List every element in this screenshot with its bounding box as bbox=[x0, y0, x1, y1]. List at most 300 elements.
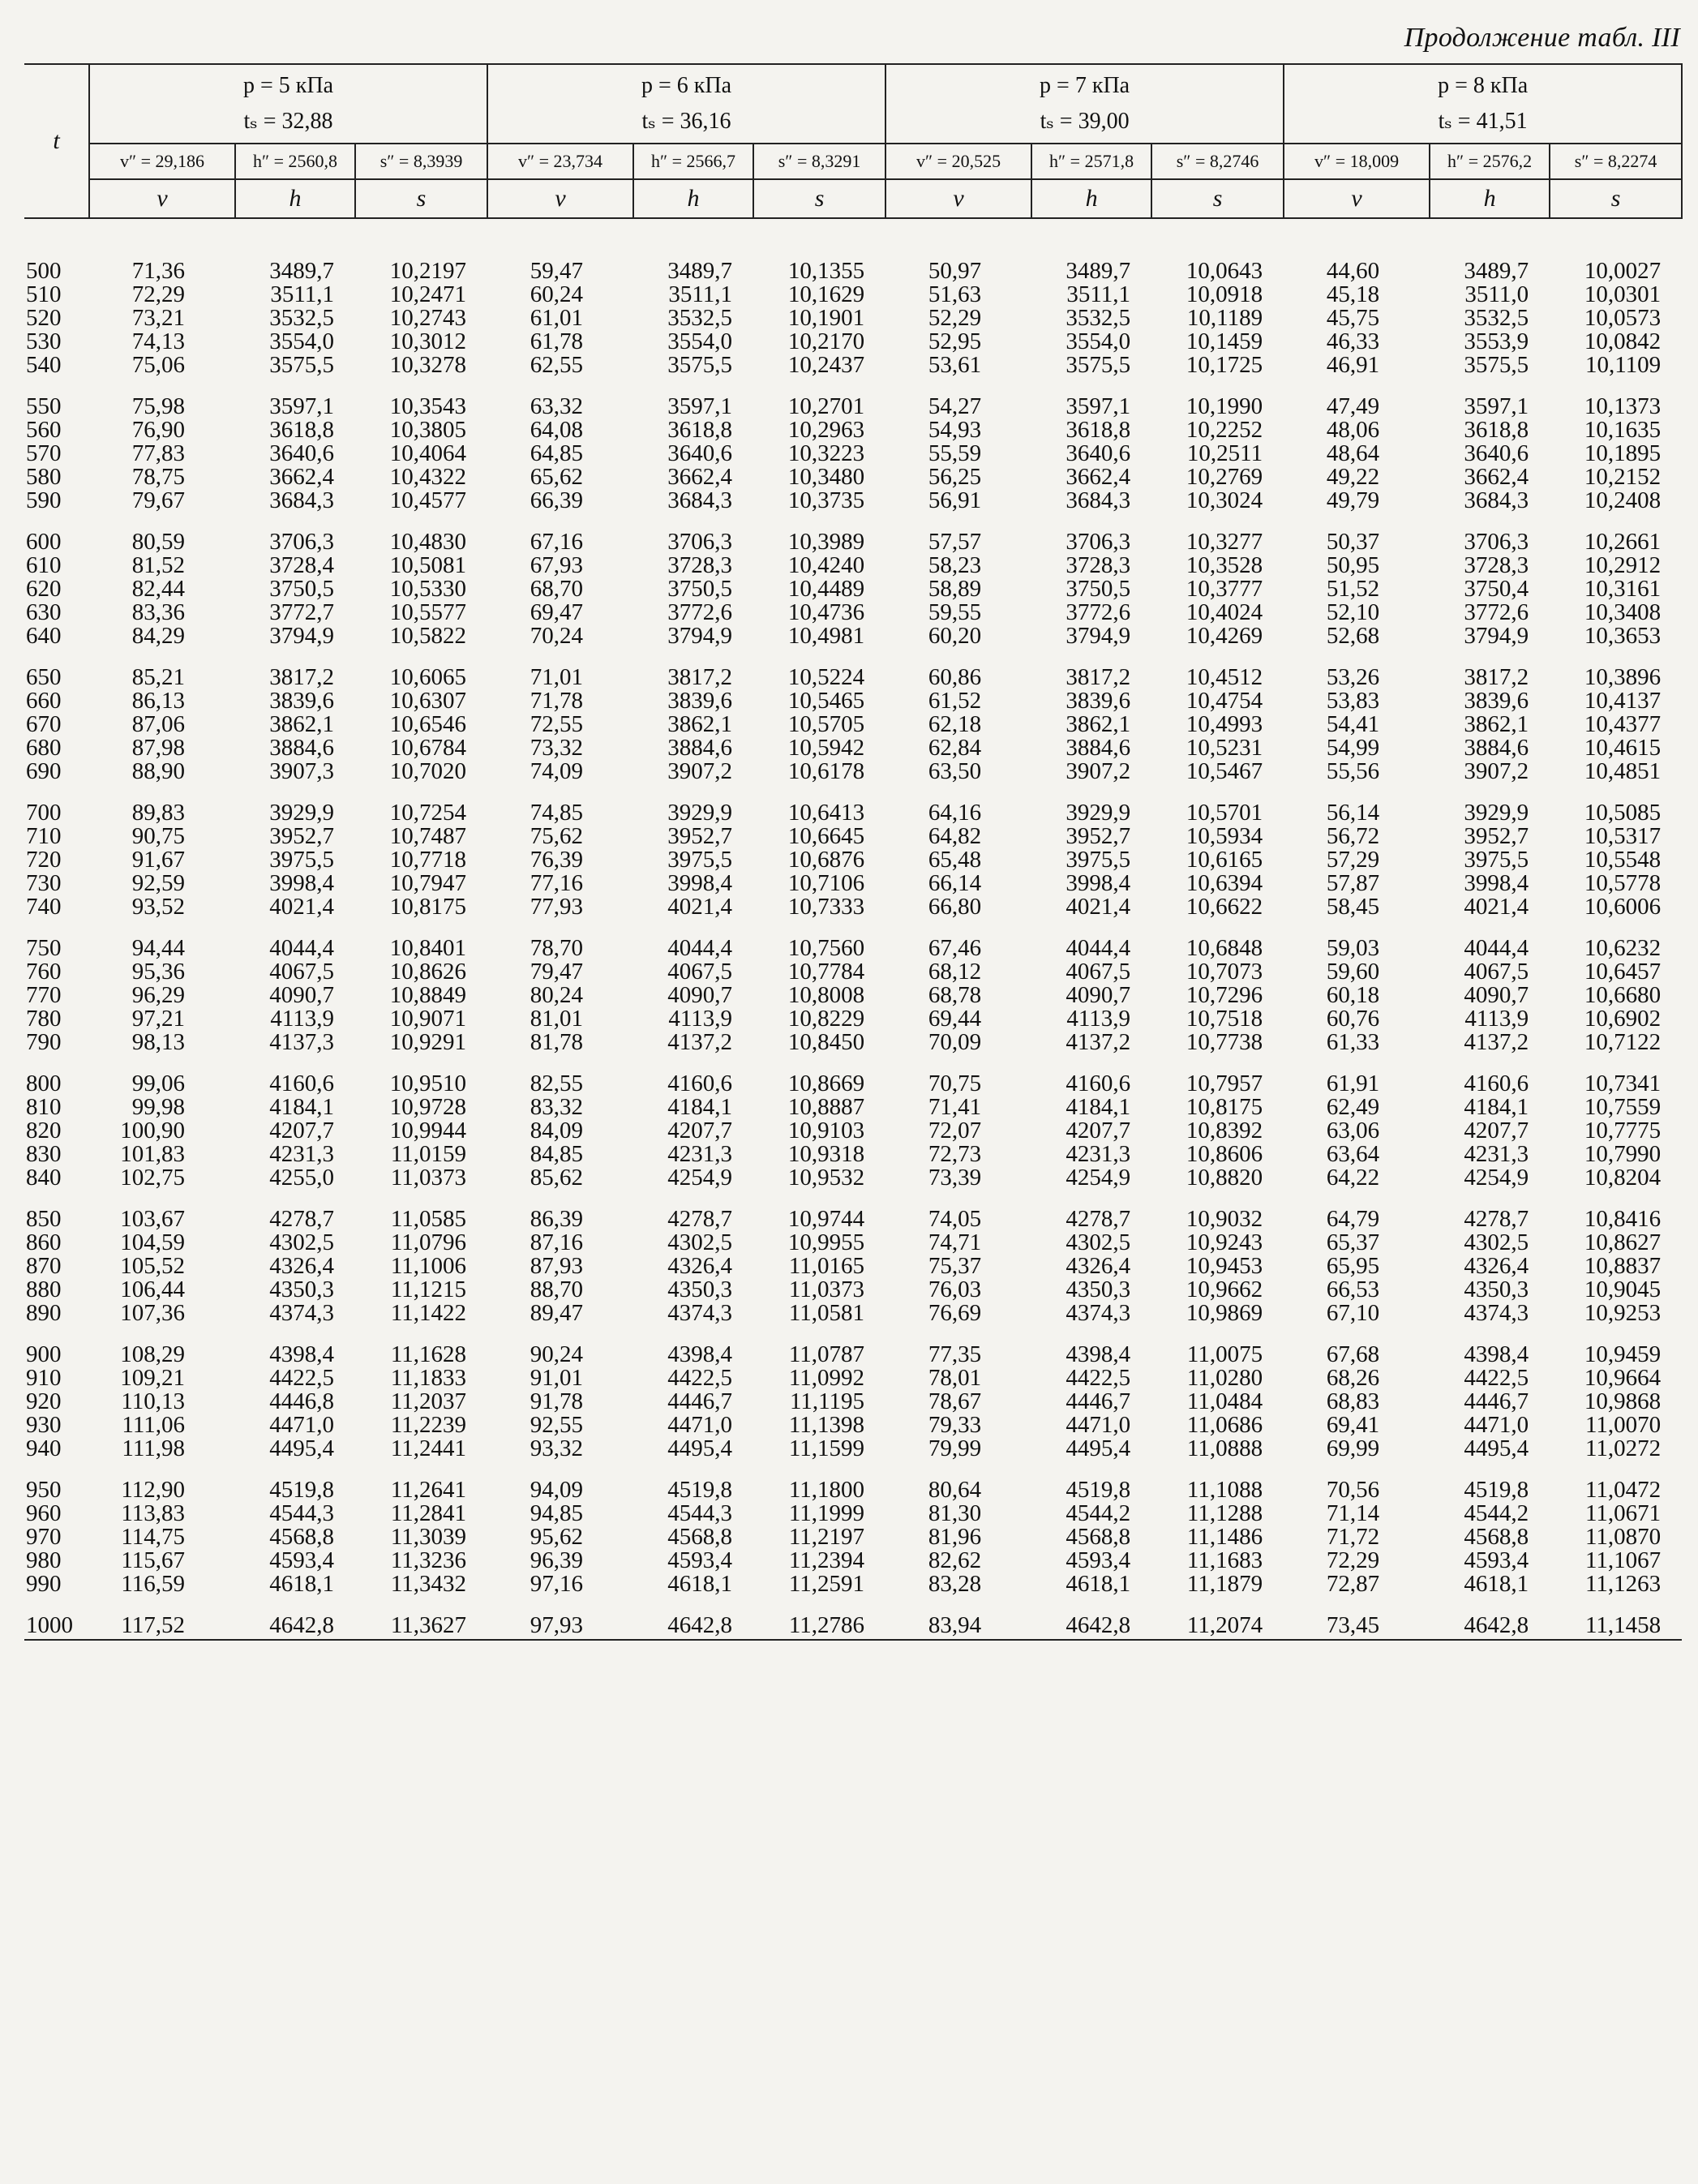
value-cell-v: 56,25 bbox=[928, 464, 982, 490]
value-cell-s: 11,1833 bbox=[390, 1365, 467, 1391]
value-cell-h: 4471,0 bbox=[1464, 1412, 1529, 1438]
value-cell-h: 4446,7 bbox=[667, 1388, 733, 1414]
value-cell-v: 95,36 bbox=[131, 959, 185, 985]
saturation-temperature: tₛ = 39,00 bbox=[1040, 109, 1130, 134]
value-cell-v: 48,06 bbox=[1326, 417, 1380, 443]
value-cell-h: 4544,3 bbox=[269, 1500, 334, 1526]
value-cell-h: 4254,9 bbox=[1066, 1165, 1131, 1191]
value-cell-v: 60,20 bbox=[928, 623, 982, 649]
pressure-group-header bbox=[487, 64, 885, 144]
table-row bbox=[24, 689, 1682, 713]
value-cell-s: 11,2641 bbox=[390, 1477, 467, 1503]
value-cell-s: 10,5330 bbox=[389, 576, 467, 602]
value-cell-v: 57,87 bbox=[1326, 870, 1380, 896]
value-cell-s: 10,7254 bbox=[389, 800, 467, 826]
value-cell-v: 53,26 bbox=[1326, 664, 1380, 690]
temperature-cell: 740 bbox=[26, 894, 62, 920]
value-cell-s: 10,7020 bbox=[389, 758, 467, 784]
value-cell-s: 10,1373 bbox=[1584, 393, 1662, 419]
temperature-cell: 930 bbox=[26, 1412, 62, 1438]
temperature-cell: 520 bbox=[26, 305, 62, 331]
value-cell-v: 110,13 bbox=[121, 1388, 185, 1414]
table-row bbox=[24, 1255, 1682, 1278]
value-cell-s: 11,0280 bbox=[1186, 1365, 1263, 1391]
value-cell-s: 11,3627 bbox=[390, 1612, 467, 1638]
value-cell-h: 4137,2 bbox=[1464, 1029, 1529, 1055]
value-cell-s: 10,3024 bbox=[1186, 487, 1263, 513]
value-cell-h: 4113,9 bbox=[1066, 1006, 1131, 1032]
column-symbol-v: v bbox=[89, 179, 235, 218]
table-row bbox=[24, 1119, 1682, 1143]
value-cell-v: 80,64 bbox=[928, 1477, 982, 1503]
temperature-cell: 560 bbox=[26, 417, 62, 443]
pressure-group-header bbox=[885, 64, 1284, 144]
table-row bbox=[24, 601, 1682, 624]
value-cell-s: 10,4577 bbox=[389, 487, 467, 513]
value-cell-v: 91,01 bbox=[530, 1365, 584, 1391]
value-cell-v: 72,73 bbox=[928, 1141, 982, 1167]
value-cell-s: 10,6645 bbox=[787, 823, 865, 849]
temperature-cell: 870 bbox=[26, 1253, 62, 1279]
value-cell-s: 10,7333 bbox=[787, 894, 865, 920]
value-cell-s: 10,9510 bbox=[389, 1071, 467, 1096]
value-cell-s: 10,7106 bbox=[787, 870, 865, 896]
value-cell-h: 3772,7 bbox=[269, 599, 334, 625]
pressure-group-header bbox=[1284, 64, 1682, 144]
table-row bbox=[24, 1096, 1682, 1119]
value-cell-v: 117,52 bbox=[121, 1612, 185, 1638]
value-cell-h: 4568,8 bbox=[1066, 1524, 1131, 1550]
value-cell-s: 10,5942 bbox=[787, 735, 865, 761]
value-cell-v: 76,39 bbox=[530, 847, 584, 873]
table-row bbox=[24, 283, 1682, 307]
value-cell-h: 4398,4 bbox=[1066, 1341, 1131, 1367]
value-cell-v: 67,10 bbox=[1326, 1300, 1380, 1326]
value-cell-s: 10,2912 bbox=[1584, 552, 1662, 578]
value-cell-s: 11,2441 bbox=[390, 1435, 467, 1461]
value-cell-s: 10,7296 bbox=[1186, 982, 1263, 1008]
saturation-temperature: tₛ = 32,88 bbox=[243, 109, 333, 134]
value-cell-s: 11,2239 bbox=[390, 1412, 467, 1438]
value-cell-h: 3684,3 bbox=[269, 487, 334, 513]
table-body bbox=[24, 218, 1682, 1640]
value-cell-s: 10,2170 bbox=[787, 328, 865, 354]
value-cell-v: 71,72 bbox=[1326, 1524, 1380, 1550]
value-cell-v: 90,75 bbox=[131, 823, 185, 849]
value-cell-s: 10,7718 bbox=[389, 847, 467, 873]
value-cell-v: 89,83 bbox=[131, 800, 185, 826]
value-cell-s: 11,3432 bbox=[390, 1571, 467, 1597]
temperature-cell: 570 bbox=[26, 440, 62, 466]
value-cell-h: 4044,4 bbox=[667, 935, 733, 961]
value-cell-v: 81,01 bbox=[530, 1006, 584, 1032]
value-cell-s: 10,2252 bbox=[1186, 417, 1263, 443]
value-cell-s: 10,1725 bbox=[1186, 352, 1263, 378]
value-cell-s: 10,8175 bbox=[1186, 1094, 1263, 1120]
temperature-cell: 860 bbox=[26, 1229, 62, 1255]
value-cell-h: 4593,4 bbox=[667, 1547, 733, 1573]
value-cell-s: 11,0796 bbox=[390, 1229, 467, 1255]
value-cell-v: 112,90 bbox=[121, 1477, 185, 1503]
value-cell-h: 4231,3 bbox=[667, 1141, 733, 1167]
value-cell-h: 3884,6 bbox=[269, 735, 334, 761]
table-row bbox=[24, 1302, 1682, 1325]
saturation-temperature: tₛ = 41,51 bbox=[1438, 109, 1528, 134]
value-cell-v: 72,87 bbox=[1326, 1571, 1380, 1597]
value-cell-h: 3817,2 bbox=[1066, 664, 1131, 690]
saturated-volume: v″ = 29,186 bbox=[89, 144, 235, 179]
value-cell-v: 59,03 bbox=[1326, 935, 1380, 961]
table-row bbox=[24, 624, 1682, 648]
value-cell-v: 100,90 bbox=[120, 1118, 185, 1143]
value-cell-s: 10,3989 bbox=[787, 529, 865, 555]
value-cell-s: 10,8627 bbox=[1584, 1229, 1662, 1255]
value-cell-v: 57,57 bbox=[928, 529, 982, 555]
value-cell-s: 10,5081 bbox=[389, 552, 467, 578]
value-cell-s: 10,0842 bbox=[1584, 328, 1662, 354]
value-cell-h: 3929,9 bbox=[1464, 800, 1529, 826]
value-cell-h: 4090,7 bbox=[667, 982, 733, 1008]
value-cell-v: 61,33 bbox=[1326, 1029, 1380, 1055]
value-cell-s: 10,4240 bbox=[787, 552, 865, 578]
value-cell-s: 10,4851 bbox=[1584, 758, 1662, 784]
value-cell-v: 62,55 bbox=[530, 352, 584, 378]
value-cell-v: 51,52 bbox=[1326, 576, 1380, 602]
table-row bbox=[24, 1461, 1682, 1502]
value-cell-v: 85,21 bbox=[131, 664, 185, 690]
table-row bbox=[24, 1367, 1682, 1390]
value-cell-h: 3511,1 bbox=[1066, 281, 1131, 307]
value-cell-h: 4231,3 bbox=[269, 1141, 334, 1167]
value-cell-v: 59,60 bbox=[1326, 959, 1380, 985]
value-cell-h: 4422,5 bbox=[269, 1365, 334, 1391]
value-cell-s: 10,6902 bbox=[1584, 1006, 1662, 1032]
value-cell-h: 4231,3 bbox=[1464, 1141, 1529, 1167]
temperature-cell: 830 bbox=[26, 1141, 62, 1167]
saturated-enthalpy: h″ = 2571,8 bbox=[1031, 144, 1151, 179]
value-cell-h: 4495,4 bbox=[1464, 1435, 1529, 1461]
value-cell-s: 11,1006 bbox=[390, 1253, 467, 1279]
value-cell-h: 4398,4 bbox=[667, 1341, 733, 1367]
value-cell-v: 91,78 bbox=[530, 1388, 584, 1414]
value-cell-v: 70,09 bbox=[928, 1029, 982, 1055]
value-cell-h: 3884,6 bbox=[1066, 735, 1131, 761]
value-cell-h: 4067,5 bbox=[1066, 959, 1131, 985]
temperature-cell: 640 bbox=[26, 623, 62, 649]
column-symbol-v: v bbox=[487, 179, 633, 218]
value-cell-h: 4593,4 bbox=[269, 1547, 334, 1573]
value-cell-v: 46,91 bbox=[1326, 352, 1380, 378]
value-cell-v: 56,91 bbox=[928, 487, 982, 513]
value-cell-v: 66,53 bbox=[1326, 1277, 1380, 1302]
table-row bbox=[24, 1231, 1682, 1255]
value-cell-s: 10,0643 bbox=[1186, 258, 1263, 284]
value-cell-s: 11,1067 bbox=[1584, 1547, 1662, 1573]
value-cell-s: 10,8175 bbox=[389, 894, 467, 920]
table-row bbox=[24, 377, 1682, 418]
value-cell-v: 84,29 bbox=[131, 623, 185, 649]
value-cell-v: 81,30 bbox=[928, 1500, 982, 1526]
value-cell-h: 4067,5 bbox=[1464, 959, 1529, 985]
value-cell-v: 59,55 bbox=[928, 599, 982, 625]
value-cell-s: 10,3896 bbox=[1584, 664, 1662, 690]
value-cell-h: 3618,8 bbox=[667, 417, 733, 443]
value-cell-h: 4350,3 bbox=[269, 1277, 334, 1302]
value-cell-h: 3772,6 bbox=[1066, 599, 1131, 625]
value-cell-h: 3772,6 bbox=[667, 599, 733, 625]
value-cell-h: 3862,1 bbox=[1464, 711, 1529, 737]
value-cell-h: 3794,9 bbox=[1464, 623, 1529, 649]
value-cell-h: 4302,5 bbox=[1066, 1229, 1131, 1255]
value-cell-h: 3706,3 bbox=[1066, 529, 1131, 555]
value-cell-s: 10,0573 bbox=[1584, 305, 1662, 331]
value-cell-v: 85,62 bbox=[530, 1165, 584, 1191]
value-cell-s: 10,8401 bbox=[389, 935, 467, 961]
value-cell-v: 83,94 bbox=[928, 1612, 982, 1638]
temperature-cell: 780 bbox=[26, 1006, 62, 1032]
value-cell-h: 4090,7 bbox=[269, 982, 334, 1008]
value-cell-s: 10,2437 bbox=[787, 352, 865, 378]
value-cell-v: 63,32 bbox=[530, 393, 584, 419]
value-cell-v: 101,83 bbox=[120, 1141, 185, 1167]
value-cell-s: 10,1901 bbox=[787, 305, 865, 331]
value-cell-h: 4568,8 bbox=[667, 1524, 733, 1550]
value-cell-s: 11,1800 bbox=[788, 1477, 865, 1503]
value-cell-h: 4067,5 bbox=[269, 959, 334, 985]
table-row bbox=[24, 648, 1682, 689]
value-cell-v: 71,41 bbox=[928, 1094, 982, 1120]
value-cell-h: 3817,2 bbox=[1464, 664, 1529, 690]
value-cell-h: 4184,1 bbox=[1066, 1094, 1131, 1120]
value-cell-h: 3640,6 bbox=[1066, 440, 1131, 466]
column-symbol-s: s bbox=[753, 179, 885, 218]
value-cell-v: 74,13 bbox=[131, 328, 185, 354]
value-cell-h: 3662,4 bbox=[1464, 464, 1529, 490]
value-cell-s: 10,9045 bbox=[1584, 1277, 1662, 1302]
value-cell-v: 99,06 bbox=[131, 1071, 185, 1096]
value-cell-h: 4642,8 bbox=[269, 1612, 334, 1638]
saturated-entropy: s″ = 8,3939 bbox=[355, 144, 487, 179]
value-cell-s: 10,2408 bbox=[1584, 487, 1662, 513]
value-cell-v: 115,67 bbox=[121, 1547, 185, 1573]
column-symbol-s: s bbox=[355, 179, 487, 218]
value-cell-h: 3575,5 bbox=[1066, 352, 1131, 378]
value-cell-v: 65,95 bbox=[1326, 1253, 1380, 1279]
value-cell-s: 10,9291 bbox=[389, 1029, 467, 1055]
value-cell-v: 65,37 bbox=[1326, 1229, 1380, 1255]
value-cell-h: 3907,2 bbox=[667, 758, 733, 784]
temperature-column-header bbox=[24, 64, 89, 218]
value-cell-h: 3618,8 bbox=[1464, 417, 1529, 443]
value-cell-s: 10,3408 bbox=[1584, 599, 1662, 625]
value-cell-s: 10,6065 bbox=[389, 664, 467, 690]
temperature-cell: 940 bbox=[26, 1435, 62, 1461]
value-cell-s: 10,4269 bbox=[1186, 623, 1263, 649]
value-cell-h: 4326,4 bbox=[1464, 1253, 1529, 1279]
temperature-cell: 800 bbox=[26, 1071, 62, 1096]
value-cell-h: 4398,4 bbox=[1464, 1341, 1529, 1367]
value-cell-s: 10,7559 bbox=[1584, 1094, 1662, 1120]
value-cell-h: 4254,9 bbox=[667, 1165, 733, 1191]
value-cell-s: 10,4754 bbox=[1186, 688, 1263, 714]
table-row bbox=[24, 1325, 1682, 1367]
value-cell-s: 11,0373 bbox=[390, 1165, 467, 1191]
value-cell-h: 3618,8 bbox=[269, 417, 334, 443]
temperature-cell: 680 bbox=[26, 735, 62, 761]
value-cell-s: 10,5778 bbox=[1584, 870, 1662, 896]
value-cell-s: 10,5548 bbox=[1584, 847, 1662, 873]
value-cell-v: 90,24 bbox=[530, 1341, 584, 1367]
value-cell-s: 11,0165 bbox=[788, 1253, 865, 1279]
value-cell-s: 11,0472 bbox=[1584, 1477, 1662, 1503]
value-cell-s: 10,6394 bbox=[1186, 870, 1263, 896]
value-cell-h: 3862,1 bbox=[269, 711, 334, 737]
value-cell-s: 10,9459 bbox=[1584, 1341, 1662, 1367]
value-cell-v: 69,41 bbox=[1326, 1412, 1380, 1438]
value-cell-v: 96,29 bbox=[131, 982, 185, 1008]
value-cell-h: 4544,2 bbox=[1464, 1500, 1529, 1526]
value-cell-h: 4618,1 bbox=[1066, 1571, 1131, 1597]
value-cell-s: 10,4489 bbox=[787, 576, 865, 602]
value-cell-s: 10,4993 bbox=[1186, 711, 1263, 737]
value-cell-h: 4302,5 bbox=[1464, 1229, 1529, 1255]
pressure-label: p = 8 кПа bbox=[1438, 73, 1529, 98]
table-row bbox=[24, 354, 1682, 377]
value-cell-h: 4044,4 bbox=[1464, 935, 1529, 961]
table-row bbox=[24, 513, 1682, 554]
value-cell-h: 3706,3 bbox=[667, 529, 733, 555]
value-cell-v: 94,85 bbox=[530, 1500, 584, 1526]
temperature-cell: 850 bbox=[26, 1206, 62, 1232]
value-cell-h: 4207,7 bbox=[1464, 1118, 1529, 1143]
value-cell-h: 3728,4 bbox=[269, 552, 334, 578]
value-cell-v: 88,70 bbox=[530, 1277, 584, 1302]
value-cell-v: 103,67 bbox=[120, 1206, 185, 1232]
value-cell-s: 10,9744 bbox=[787, 1206, 865, 1232]
value-cell-s: 10,8626 bbox=[389, 959, 467, 985]
value-cell-s: 10,6622 bbox=[1186, 894, 1263, 920]
temperature-cell: 790 bbox=[26, 1029, 62, 1055]
value-cell-v: 52,68 bbox=[1326, 623, 1380, 649]
value-cell-s: 10,5465 bbox=[787, 688, 865, 714]
value-cell-h: 3597,1 bbox=[269, 393, 334, 419]
value-cell-v: 97,16 bbox=[530, 1571, 584, 1597]
value-cell-v: 54,27 bbox=[928, 393, 982, 419]
value-cell-v: 81,96 bbox=[928, 1524, 982, 1550]
value-cell-h: 3728,3 bbox=[1464, 552, 1529, 578]
pressure-label: p = 6 кПа bbox=[641, 73, 732, 98]
value-cell-v: 77,83 bbox=[131, 440, 185, 466]
value-cell-v: 82,62 bbox=[928, 1547, 982, 1573]
value-cell-v: 108,29 bbox=[120, 1341, 185, 1367]
value-cell-s: 11,1879 bbox=[1186, 1571, 1263, 1597]
value-cell-v: 64,85 bbox=[530, 440, 584, 466]
value-cell-h: 3907,2 bbox=[1464, 758, 1529, 784]
value-cell-s: 11,2591 bbox=[788, 1571, 865, 1597]
value-cell-h: 3618,8 bbox=[1066, 417, 1131, 443]
value-cell-s: 10,4830 bbox=[389, 529, 467, 555]
table-row bbox=[24, 307, 1682, 330]
value-cell-h: 4642,8 bbox=[1464, 1612, 1529, 1638]
value-cell-s: 11,1195 bbox=[789, 1388, 865, 1414]
value-cell-v: 62,49 bbox=[1326, 1094, 1380, 1120]
value-cell-h: 4374,3 bbox=[1066, 1300, 1131, 1326]
table-caption: Продолжение табл. III bbox=[1404, 23, 1680, 53]
value-cell-h: 4278,7 bbox=[1464, 1206, 1529, 1232]
pressure-label: p = 7 кПа bbox=[1040, 73, 1130, 98]
value-cell-s: 10,6876 bbox=[787, 847, 865, 873]
value-cell-h: 3975,5 bbox=[269, 847, 334, 873]
value-cell-s: 10,3223 bbox=[787, 440, 865, 466]
value-cell-s: 10,8229 bbox=[787, 1006, 865, 1032]
value-cell-s: 10,2769 bbox=[1186, 464, 1263, 490]
value-cell-h: 4642,8 bbox=[667, 1612, 733, 1638]
value-cell-h: 3662,4 bbox=[269, 464, 334, 490]
value-cell-s: 10,6680 bbox=[1584, 982, 1662, 1008]
value-cell-s: 11,2394 bbox=[788, 1547, 865, 1573]
value-cell-v: 91,67 bbox=[131, 847, 185, 873]
column-symbol-s: s bbox=[1550, 179, 1682, 218]
pressure-group-header bbox=[89, 64, 487, 144]
value-cell-v: 63,50 bbox=[928, 758, 982, 784]
value-cell-h: 4471,0 bbox=[269, 1412, 334, 1438]
temperature-cell: 670 bbox=[26, 711, 62, 737]
value-cell-s: 10,9103 bbox=[787, 1118, 865, 1143]
value-cell-s: 11,0992 bbox=[788, 1365, 865, 1391]
value-cell-v: 74,05 bbox=[928, 1206, 982, 1232]
table-header bbox=[24, 64, 1682, 218]
value-cell-h: 4021,4 bbox=[1066, 894, 1131, 920]
value-cell-s: 10,6848 bbox=[1186, 935, 1263, 961]
value-cell-s: 11,1215 bbox=[390, 1277, 467, 1302]
value-cell-v: 50,97 bbox=[928, 258, 982, 284]
value-cell-v: 82,44 bbox=[131, 576, 185, 602]
value-cell-s: 10,7784 bbox=[787, 959, 865, 985]
temperature-cell: 600 bbox=[26, 529, 62, 555]
value-cell-h: 4254,9 bbox=[1464, 1165, 1529, 1191]
value-cell-h: 3952,7 bbox=[1066, 823, 1131, 849]
value-cell-s: 10,2701 bbox=[787, 393, 865, 419]
value-cell-v: 60,86 bbox=[928, 664, 982, 690]
value-cell-s: 10,9868 bbox=[1584, 1388, 1662, 1414]
value-cell-h: 3728,3 bbox=[667, 552, 733, 578]
value-cell-h: 4021,4 bbox=[1464, 894, 1529, 920]
value-cell-h: 3952,7 bbox=[1464, 823, 1529, 849]
column-symbol-h: h bbox=[1430, 179, 1550, 218]
value-cell-h: 4374,3 bbox=[269, 1300, 334, 1326]
value-cell-s: 10,9243 bbox=[1186, 1229, 1263, 1255]
value-cell-h: 3532,5 bbox=[1464, 305, 1529, 331]
value-cell-v: 82,55 bbox=[530, 1071, 584, 1096]
value-cell-s: 10,5317 bbox=[1584, 823, 1662, 849]
temperature-cell: 690 bbox=[26, 758, 62, 784]
temperature-cell: 890 bbox=[26, 1300, 62, 1326]
value-cell-s: 11,1999 bbox=[788, 1500, 865, 1526]
value-cell-s: 10,6232 bbox=[1584, 935, 1662, 961]
value-cell-h: 4519,8 bbox=[1464, 1477, 1529, 1503]
value-cell-s: 10,0027 bbox=[1584, 258, 1662, 284]
value-cell-h: 3952,7 bbox=[667, 823, 733, 849]
value-cell-v: 57,29 bbox=[1326, 847, 1380, 873]
value-cell-s: 10,6178 bbox=[787, 758, 865, 784]
pressure-label: p = 5 кПа bbox=[242, 73, 334, 98]
value-cell-v: 50,95 bbox=[1326, 552, 1380, 578]
value-cell-v: 116,59 bbox=[121, 1571, 185, 1597]
value-cell-s: 10,5701 bbox=[1186, 800, 1263, 826]
value-cell-v: 71,36 bbox=[131, 258, 185, 284]
value-cell-v: 96,39 bbox=[530, 1547, 584, 1573]
value-cell-v: 65,62 bbox=[530, 464, 584, 490]
